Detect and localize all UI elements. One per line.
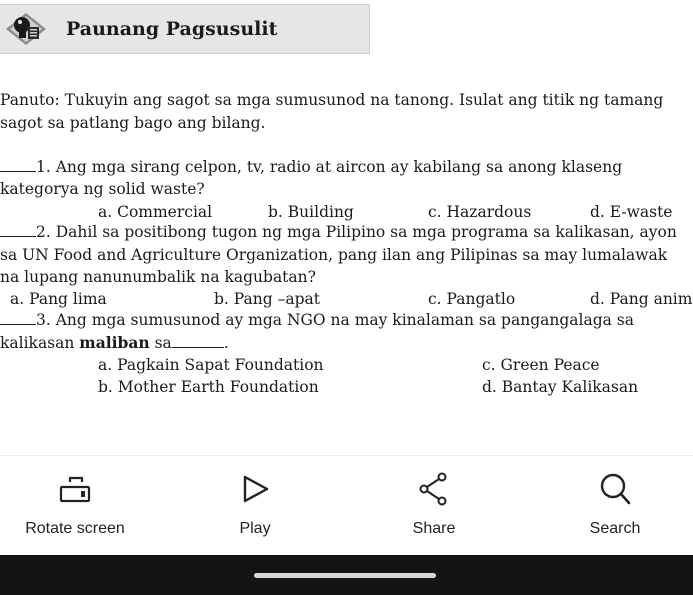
search-icon	[597, 472, 633, 506]
play-label: Play	[239, 520, 271, 537]
question-3	[0, 310, 634, 330]
question-text: kategorya ng solid waste?	[0, 180, 205, 198]
share-button[interactable]	[374, 472, 494, 542]
choice-c: c. Pangatlo	[428, 290, 516, 308]
answer-blank	[0, 222, 36, 237]
page-title: Paunang Pagsusulit	[66, 18, 278, 40]
emphasis-word: maliban	[79, 333, 150, 352]
quiz-header-banner	[0, 4, 370, 54]
rotate-screen-icon	[57, 472, 93, 506]
share-icon	[416, 472, 452, 506]
question-text: 3. Ang mga sumusunod ay mga NGO na may kinalaman sa pangangalaga sa	[36, 311, 634, 329]
play-icon	[237, 472, 273, 506]
question-text-part: sa	[149, 334, 172, 352]
choice-a: a. Pagkain Sapat Foundation	[98, 356, 324, 374]
answer-blank	[0, 157, 36, 172]
system-navigation-bar	[0, 555, 693, 595]
question-text: 1. Ang mga sirang celpon, tv, radio at aircon ay kabilang sa anong klaseng	[36, 158, 623, 176]
question-text-part: .	[223, 334, 229, 352]
choice-a: a. Commercial	[98, 203, 213, 221]
question-text	[0, 333, 229, 353]
choice-c: c. Hazardous	[428, 203, 532, 221]
head-brain-logo-icon	[4, 11, 48, 47]
inline-blank	[172, 333, 224, 348]
question-text-part: kalikasan	[0, 334, 80, 352]
choice-d: d. Bantay Kalikasan	[482, 378, 639, 396]
home-gesture-handle[interactable]	[254, 573, 436, 578]
bottom-toolbar	[0, 455, 693, 556]
choice-b: b. Building	[268, 203, 354, 221]
question-2	[0, 222, 677, 242]
instructions-line: sagot sa patlang bago ang bilang.	[0, 114, 266, 132]
choice-a: a. Pang lima	[10, 290, 107, 308]
search-label: Search	[589, 520, 641, 537]
share-label: Share	[412, 520, 456, 537]
search-button[interactable]	[555, 472, 675, 542]
choice-b: b. Pang –apat	[214, 290, 320, 308]
answer-blank	[0, 310, 36, 325]
question-text: sa UN Food and Agriculture Organization, pang ilan ang Pilipinas sa may lumalawak	[0, 246, 668, 264]
question-1	[0, 157, 622, 177]
choice-d: d. E-waste	[590, 203, 673, 221]
choice-c: c. Green Peace	[482, 356, 600, 374]
question-text: 2. Dahil sa positibong tugon ng mga Pilipino sa mga programa sa kalikasan, ayon	[36, 223, 677, 241]
instructions-line: Panuto: Tukuyin ang sagot sa mga sumusunod na tanong. Isulat ang titik ng tamang	[0, 91, 664, 109]
play-button[interactable]	[195, 472, 315, 542]
rotate-screen-label: Rotate screen	[25, 520, 125, 537]
question-text: na lupang nanunumbalik na kagubatan?	[0, 268, 316, 286]
rotate-screen-button[interactable]	[15, 472, 135, 542]
choice-b: b. Mother Earth Foundation	[98, 378, 319, 396]
choice-d: d. Pang anim	[590, 290, 693, 308]
